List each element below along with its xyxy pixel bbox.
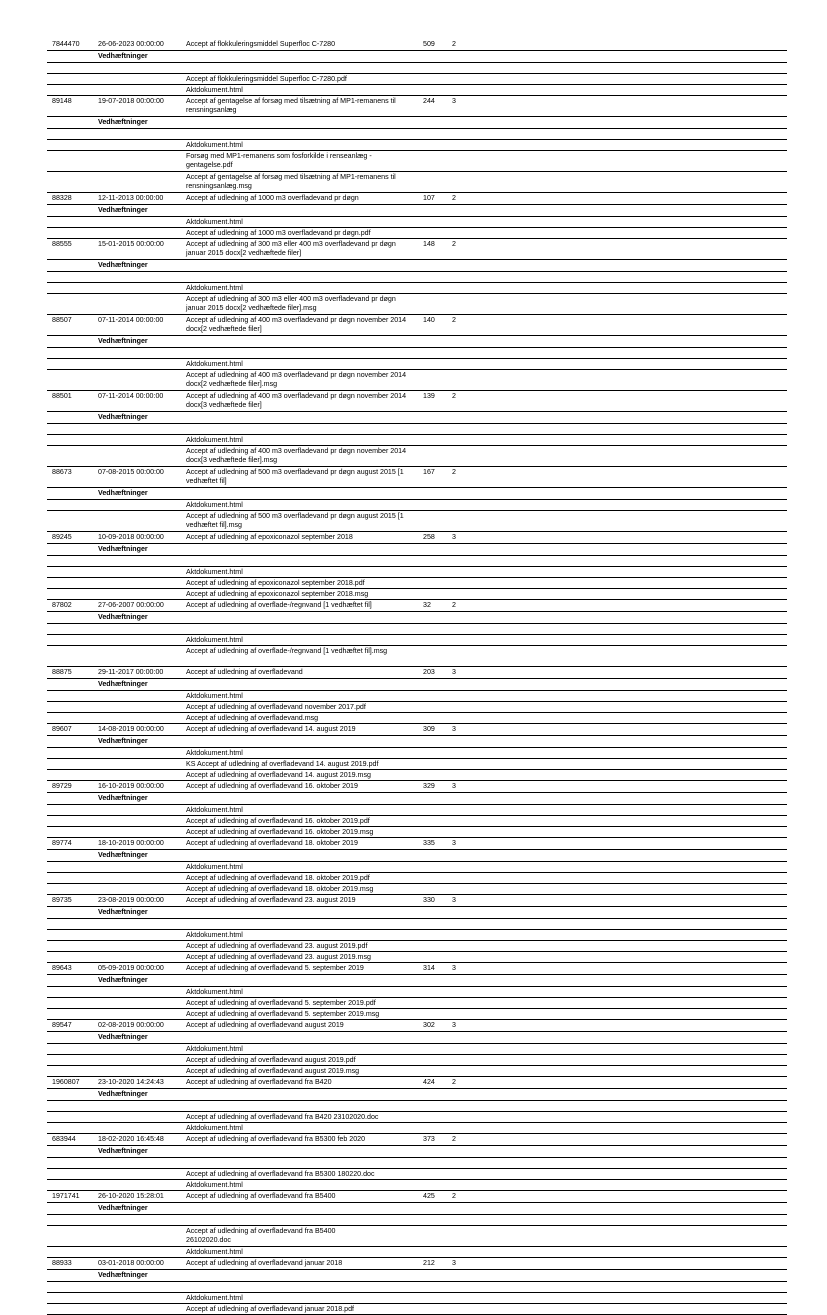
attachment-row: [47, 172, 787, 193]
attachment-name: Forsøg med MP1-remanens som fosforkilde i renseanlæg - gentagelse.pdf: [186, 152, 372, 170]
attachments-header: [47, 612, 787, 624]
attachment-row: [47, 1123, 787, 1134]
record-date: 29-11-2017 00:00:00: [98, 668, 164, 676]
attachments-header: [47, 907, 787, 919]
attachment-name: Accept af udledning af 300 m3 eller 400 m3 overfladevand pr døgn januar 2015 docx[2 vedhæftede filer].msg: [186, 295, 396, 313]
attachment-name: Aktdokument.html: [186, 988, 243, 996]
record-number: 212: [423, 1259, 435, 1267]
record-number: 148: [423, 240, 435, 248]
record-row: [47, 724, 787, 736]
record-id: 89607: [52, 725, 72, 733]
attachment-name: Accept af udledning af overfladevand fra B420 23102020.doc: [186, 1113, 379, 1121]
attachment-row: [47, 646, 787, 667]
record: [47, 1020, 787, 1077]
record-title: Accept af udledning af 400 m3 overfladevand pr døgn november 2014 docx[3 vedhæftede filer]: [186, 392, 407, 410]
record-count: 2: [452, 601, 456, 609]
record: [47, 467, 787, 532]
record-date: 19-07-2018 00:00:00: [98, 97, 164, 105]
record-date: 12-11-2013 00:00:00: [98, 194, 164, 202]
record-title: Accept af udledning af overfladevand 18. oktober 2019: [186, 839, 358, 847]
attachment-name: Aktdokument.html: [186, 636, 243, 644]
record-date: 18-02-2020 16:45:48: [98, 1135, 164, 1143]
record-id: 89148: [52, 97, 72, 105]
record: [47, 239, 787, 315]
record-id: 87802: [52, 601, 72, 609]
attachment-name: Aktdokument.html: [186, 501, 243, 509]
record-row: [47, 1077, 787, 1089]
record-row: [47, 391, 787, 412]
record-id: 88875: [52, 668, 72, 676]
attachments-label: Vedhæftninger: [98, 1090, 148, 1098]
blank-row: [47, 1215, 787, 1226]
attachment-name: Accept af udledning af 1000 m3 overfladevand pr døgn.pdf: [186, 229, 371, 237]
attachment-row: [47, 702, 787, 713]
attachments-header: [47, 117, 787, 129]
record-number: 107: [423, 194, 435, 202]
record-count: 3: [452, 668, 456, 676]
record-date: 02-08-2019 00:00:00: [98, 1021, 164, 1029]
record-count: 3: [452, 725, 456, 733]
record-number: 330: [423, 896, 435, 904]
record-id: 89735: [52, 896, 72, 904]
record-date: 18-10-2019 00:00:00: [98, 839, 164, 847]
record: [47, 600, 787, 667]
record-row: [47, 781, 787, 793]
attachments-label: Vedhæftninger: [98, 794, 148, 802]
record-row: [47, 193, 787, 205]
blank-row: [47, 348, 787, 359]
record-title: Accept af udledning af overfladevand fra B5300 feb 2020: [186, 1135, 366, 1143]
attachment-row: [47, 567, 787, 578]
record: [47, 315, 787, 391]
record-number: 329: [423, 782, 435, 790]
attachments-label: Vedhæftninger: [98, 489, 148, 497]
attachment-row: [47, 140, 787, 151]
attachment-row: [47, 435, 787, 446]
record: [47, 781, 787, 838]
attachment-row: [47, 1247, 787, 1258]
record-count: 3: [452, 1259, 456, 1267]
attachment-row: [47, 511, 787, 532]
record: [47, 838, 787, 895]
attachment-row: [47, 359, 787, 370]
record-number: 203: [423, 668, 435, 676]
attachment-row: [47, 1169, 787, 1180]
attachments-label: Vedhæftninger: [98, 1271, 148, 1279]
record-date: 15-01-2015 00:00:00: [98, 240, 164, 248]
attachment-row: [47, 1226, 787, 1247]
attachment-name: Aktdokument.html: [186, 749, 243, 757]
record-row: [47, 1020, 787, 1032]
attachment-row: [47, 446, 787, 467]
record-row: [47, 963, 787, 975]
attachments-header: [47, 51, 787, 63]
record-number: 509: [423, 40, 435, 48]
attachment-row: [47, 770, 787, 781]
attachment-name: Accept af udledning af overfladevand 16. oktober 2019.msg: [186, 828, 374, 836]
record-title: Accept af udledning af overfladevand 23. august 2019: [186, 896, 356, 904]
attachment-name: Aktdokument.html: [186, 1181, 243, 1189]
record-count: 3: [452, 97, 456, 105]
record-title: Accept af udledning af overfladevand januar 2018: [186, 1259, 343, 1267]
attachment-name: Accept af gentagelse af forsøg med tilsætning af MP1-remanens til rensningsanlæg.msg: [186, 173, 396, 191]
record-title: Accept af udledning af 500 m3 overfladevand pr døgn august 2015 [1 vedhæftet fil]: [186, 468, 404, 486]
attachments-label: Vedhæftninger: [98, 1147, 148, 1155]
record-id: 89245: [52, 533, 72, 541]
record: [47, 963, 787, 1020]
record: [47, 532, 787, 600]
record-date: 27-06-2007 00:00:00: [98, 601, 164, 609]
attachments-header: [47, 336, 787, 348]
attachment-name: Aktdokument.html: [186, 568, 243, 576]
blank-row: [47, 1282, 787, 1293]
record-date: 26-06-2023 00:00:00: [98, 40, 164, 48]
record: [47, 39, 787, 96]
record-row: [47, 838, 787, 850]
record-count: 2: [452, 194, 456, 202]
attachment-row: [47, 816, 787, 827]
attachments-header: [47, 736, 787, 748]
record-title: Accept af udledning af overfladevand 14. august 2019: [186, 725, 356, 733]
record-number: 425: [423, 1192, 435, 1200]
attachments-header: [47, 850, 787, 862]
record-count: 3: [452, 839, 456, 847]
record-id: 89547: [52, 1021, 72, 1029]
record-id: 89729: [52, 782, 72, 790]
record-row: [47, 1134, 787, 1146]
attachment-row: [47, 884, 787, 895]
attachment-name: Accept af udledning af overfladevand 16. oktober 2019.pdf: [186, 817, 370, 825]
attachment-name: Accept af udledning af overfladevand august 2019.pdf: [186, 1056, 356, 1064]
attachment-name: Aktdokument.html: [186, 218, 243, 226]
record-row: [47, 600, 787, 612]
record-date: 07-11-2014 00:00:00: [98, 392, 164, 400]
record-number: 302: [423, 1021, 435, 1029]
document-page: [47, 39, 787, 1315]
record-date: 23-10-2020 14:24:43: [98, 1078, 164, 1086]
attachment-row: [47, 1044, 787, 1055]
attachment-name: Accept af udledning af overfladevand 5. september 2019.pdf: [186, 999, 376, 1007]
attachment-name: Accept af udledning af overfladevand fra B5300 180220.doc: [186, 1170, 375, 1178]
attachment-row: [47, 217, 787, 228]
record-row: [47, 239, 787, 260]
record-count: 2: [452, 1135, 456, 1143]
record-count: 3: [452, 964, 456, 972]
attachment-name: Accept af udledning af 500 m3 overfladevand pr døgn august 2015 [1 vedhæftet fil].msg: [186, 512, 404, 530]
record-title: Accept af udledning af overfladevand: [186, 668, 303, 676]
record-row: [47, 467, 787, 488]
record-count: 3: [452, 782, 456, 790]
record-number: 32: [423, 601, 431, 609]
record-count: 2: [452, 392, 456, 400]
attachment-row: [47, 862, 787, 873]
attachments-header: [47, 1032, 787, 1044]
record-title: Accept af udledning af overfladevand 16. oktober 2019: [186, 782, 358, 790]
attachment-name: Accept af udledning af overfladevand 18. oktober 2019.pdf: [186, 874, 370, 882]
attachments-header: [47, 544, 787, 556]
record-date: 10-09-2018 00:00:00: [98, 533, 164, 541]
attachment-name: Accept af udledning af epoxiconazol september 2018.pdf: [186, 579, 365, 587]
record-date: 23-08-2019 00:00:00: [98, 896, 164, 904]
attachment-row: [47, 589, 787, 600]
attachment-row: [47, 873, 787, 884]
record: [47, 1191, 787, 1258]
attachments-label: Vedhæftninger: [98, 851, 148, 859]
attachments-label: Vedhæftninger: [98, 680, 148, 688]
attachment-row: [47, 805, 787, 816]
record-row: [47, 895, 787, 907]
record-date: 07-11-2014 00:00:00: [98, 316, 164, 324]
attachments-label: Vedhæftninger: [98, 261, 148, 269]
record-title: Accept af udledning af overflade-/regnvand [1 vedhæftet fil]: [186, 601, 372, 609]
attachments-header: [47, 260, 787, 272]
attachments-header: [47, 1203, 787, 1215]
blank-row: [47, 1158, 787, 1169]
attachment-row: [47, 1304, 787, 1315]
record: [47, 193, 787, 239]
record-id: 1971741: [52, 1192, 80, 1200]
attachment-name: Aktdokument.html: [186, 863, 243, 871]
record-count: 2: [452, 40, 456, 48]
blank-row: [47, 624, 787, 635]
attachments-label: Vedhæftninger: [98, 337, 148, 345]
record-title: Accept af udledning af epoxiconazol september 2018: [186, 533, 353, 541]
attachments-label: Vedhæftninger: [98, 118, 148, 126]
attachment-row: [47, 1009, 787, 1020]
attachment-name: Accept af udledning af epoxiconazol september 2018.msg: [186, 590, 369, 598]
attachment-row: [47, 987, 787, 998]
record-title: Accept af flokkuleringsmiddel Superfloc C-7280: [186, 40, 336, 48]
attachment-row: [47, 85, 787, 96]
attachment-name: Aktdokument.html: [186, 86, 243, 94]
attachment-row: [47, 827, 787, 838]
record-number: 309: [423, 725, 435, 733]
attachment-name: Aktdokument.html: [186, 1294, 243, 1302]
record-count: 2: [452, 316, 456, 324]
record-id: 89643: [52, 964, 72, 972]
attachments-header: [47, 793, 787, 805]
record: [47, 1258, 787, 1315]
record-count: 2: [452, 240, 456, 248]
record-row: [47, 667, 787, 679]
attachment-row: [47, 370, 787, 391]
record-count: 3: [452, 533, 456, 541]
attachment-row: [47, 1112, 787, 1123]
attachments-label: Vedhæftninger: [98, 545, 148, 553]
attachment-name: Accept af udledning af overfladevand 23. august 2019.msg: [186, 953, 371, 961]
record-id: 88328: [52, 194, 72, 202]
attachment-row: [47, 691, 787, 702]
attachment-row: [47, 228, 787, 239]
record-row: [47, 315, 787, 336]
record-number: 140: [423, 316, 435, 324]
record-title: Accept af udledning af overfladevand fra B5400: [186, 1192, 336, 1200]
record-title: Accept af gentagelse af forsøg med tilsætning af MP1-remanens til rensningsanlæg: [186, 97, 396, 115]
record-date: 14-08-2019 00:00:00: [98, 725, 164, 733]
record-number: 314: [423, 964, 435, 972]
attachment-row: [47, 759, 787, 770]
attachment-name: Accept af udledning af overfladevand 18. oktober 2019.msg: [186, 885, 374, 893]
record: [47, 96, 787, 193]
attachment-name: Accept af udledning af overfladevand august 2019.msg: [186, 1067, 360, 1075]
record: [47, 1134, 787, 1191]
record-id: 683944: [52, 1135, 76, 1143]
attachment-row: [47, 713, 787, 724]
record-row: [47, 39, 787, 51]
attachments-label: Vedhæftninger: [98, 908, 148, 916]
record-row: [47, 96, 787, 117]
record-title: Accept af udledning af 400 m3 overfladevand pr døgn november 2014 docx[2 vedhæftede filer]: [186, 316, 407, 334]
record-number: 424: [423, 1078, 435, 1086]
attachment-row: [47, 1180, 787, 1191]
attachment-name: Accept af udledning af 400 m3 overfladevand pr døgn november 2014 docx[3 vedhæftede filer].msg: [186, 447, 407, 465]
attachment-row: [47, 283, 787, 294]
attachment-name: Accept af udledning af overflade-/regnvand [1 vedhæftet fil].msg: [186, 647, 388, 655]
record-id: 89774: [52, 839, 72, 847]
record-id: 88673: [52, 468, 72, 476]
attachment-name: Accept af udledning af 400 m3 overfladevand pr døgn november 2014 docx[2 vedhæftede filer].msg: [186, 371, 407, 389]
attachment-row: [47, 635, 787, 646]
attachment-row: [47, 941, 787, 952]
attachments-label: Vedhæftninger: [98, 1033, 148, 1041]
record: [47, 895, 787, 963]
attachment-row: [47, 748, 787, 759]
record-number: 167: [423, 468, 435, 476]
blank-row: [47, 63, 787, 74]
record-number: 258: [423, 533, 435, 541]
record-date: 16-10-2019 00:00:00: [98, 782, 164, 790]
record: [47, 667, 787, 724]
record-title: Accept af udledning af overfladevand august 2019: [186, 1021, 344, 1029]
attachment-row: [47, 952, 787, 963]
blank-row: [47, 272, 787, 283]
record-title: Accept af udledning af 300 m3 eller 400 m3 overfladevand pr døgn januar 2015 docx[2 vedhæftede filer]: [186, 240, 396, 258]
record-date: 07-08-2015 00:00:00: [98, 468, 164, 476]
record-number: 335: [423, 839, 435, 847]
attachment-row: [47, 1066, 787, 1077]
blank-row: [47, 424, 787, 435]
blank-row: [47, 919, 787, 930]
attachment-row: [47, 500, 787, 511]
attachment-name: Accept af udledning af overfladevand.msg: [186, 714, 319, 722]
attachments-label: Vedhæftninger: [98, 613, 148, 621]
record-date: 26-10-2020 15:28:01: [98, 1192, 164, 1200]
record-id: 88507: [52, 316, 72, 324]
attachment-name: Aktdokument.html: [186, 806, 243, 814]
attachments-header: [47, 488, 787, 500]
attachment-name: Aktdokument.html: [186, 1045, 243, 1053]
attachment-row: [47, 1293, 787, 1304]
attachment-name: Aktdokument.html: [186, 1248, 243, 1256]
attachment-name: Aktdokument.html: [186, 284, 243, 292]
record-date: 05-09-2019 00:00:00: [98, 964, 164, 972]
attachment-row: [47, 998, 787, 1009]
attachments-header: [47, 1270, 787, 1282]
attachments-label: Vedhæftninger: [98, 976, 148, 984]
blank-row: [47, 129, 787, 140]
record-date: 03-01-2018 00:00:00: [98, 1259, 164, 1267]
record-number: 139: [423, 392, 435, 400]
record-id: 88501: [52, 392, 72, 400]
record-number: 373: [423, 1135, 435, 1143]
attachment-name: Accept af udledning af overfladevand 14. august 2019.msg: [186, 771, 371, 779]
attachment-row: [47, 578, 787, 589]
record-id: 7844470: [52, 40, 80, 48]
attachment-row: [47, 930, 787, 941]
attachment-name: Aktdokument.html: [186, 1124, 243, 1132]
attachments-header: [47, 205, 787, 217]
record-count: 3: [452, 1021, 456, 1029]
record-count: 2: [452, 1192, 456, 1200]
attachment-name: Accept af udledning af overfladevand 23. august 2019.pdf: [186, 942, 368, 950]
attachments-header: [47, 412, 787, 424]
record-id: 88933: [52, 1259, 72, 1267]
attachments-header: [47, 1089, 787, 1101]
attachments-label: Vedhæftninger: [98, 206, 148, 214]
record-row: [47, 1191, 787, 1203]
record-count: 2: [452, 1078, 456, 1086]
attachments-header: [47, 679, 787, 691]
record-row: [47, 1258, 787, 1270]
attachment-name: Aktdokument.html: [186, 360, 243, 368]
attachment-name: KS Accept af udledning af overfladevand 14. august 2019.pdf: [186, 760, 379, 768]
attachments-label: Vedhæftninger: [98, 737, 148, 745]
attachment-name: Aktdokument.html: [186, 141, 243, 149]
attachment-name: Accept af flokkuleringsmiddel Superfloc C-7280.pdf: [186, 75, 347, 83]
attachments-label: Vedhæftninger: [98, 1204, 148, 1212]
record-title: Accept af udledning af overfladevand fra B420: [186, 1078, 332, 1086]
record-count: 2: [452, 468, 456, 476]
attachments-header: [47, 975, 787, 987]
attachment-name: Accept af udledning af overfladevand 5. september 2019.msg: [186, 1010, 380, 1018]
record-count: 3: [452, 896, 456, 904]
blank-row: [47, 1101, 787, 1112]
attachment-row: [47, 1055, 787, 1066]
record-id: 1960807: [52, 1078, 80, 1086]
attachment-name: Aktdokument.html: [186, 931, 243, 939]
record: [47, 1077, 787, 1134]
record-row: [47, 532, 787, 544]
attachment-name: Accept af udledning af overfladevand fra B5400 26102020.doc: [186, 1227, 336, 1245]
blank-row: [47, 556, 787, 567]
record: [47, 724, 787, 781]
attachment-name: Accept af udledning af overfladevand november 2017.pdf: [186, 703, 366, 711]
attachments-label: Vedhæftninger: [98, 52, 148, 60]
record-id: 88555: [52, 240, 72, 248]
attachment-row: [47, 74, 787, 85]
attachment-name: Aktdokument.html: [186, 436, 243, 444]
attachment-row: [47, 294, 787, 315]
attachment-name: Accept af udledning af overfladevand januar 2018.pdf: [186, 1305, 355, 1313]
attachment-name: Aktdokument.html: [186, 692, 243, 700]
attachments-header: [47, 1146, 787, 1158]
attachment-row: [47, 151, 787, 172]
record: [47, 391, 787, 467]
record-title: Accept af udledning af overfladevand 5. september 2019: [186, 964, 364, 972]
record-title: Accept af udledning af 1000 m3 overfladevand pr døgn: [186, 194, 359, 202]
record-number: 244: [423, 97, 435, 105]
attachments-label: Vedhæftninger: [98, 413, 148, 421]
